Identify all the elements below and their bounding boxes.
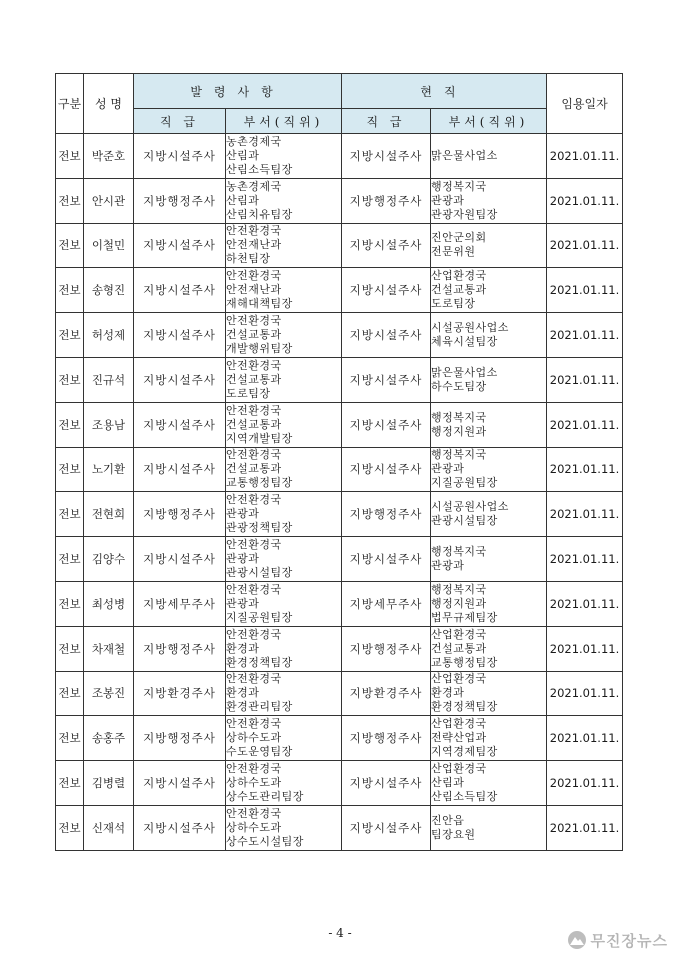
dept-line: 지질공원팀장 bbox=[431, 476, 498, 490]
dept-line: 상하수도과 bbox=[226, 731, 282, 745]
cell-cur-dept bbox=[431, 313, 547, 358]
dept-line: 산림소득팀장 bbox=[431, 790, 498, 804]
dept-line: 안전환경국 bbox=[226, 717, 282, 731]
header-cur-grade: 직 급 bbox=[342, 109, 431, 134]
dept-line: 도로팀장 bbox=[226, 386, 271, 400]
cell-type: 전보 bbox=[56, 626, 84, 671]
dept-line: 안전환경국 bbox=[226, 403, 282, 417]
cell-name: 허성제 bbox=[84, 313, 134, 358]
header-date: 임용일자 bbox=[547, 74, 623, 134]
cell-new-dept bbox=[226, 357, 342, 402]
cell-type: 전보 bbox=[56, 178, 84, 223]
dept-line: 관광과 bbox=[226, 552, 260, 566]
cell-date: 2021.01.11. bbox=[547, 626, 623, 671]
cell-type: 전보 bbox=[56, 537, 84, 582]
cell-name: 전현희 bbox=[84, 492, 134, 537]
cell-cur-grade: 지방시설주사 bbox=[342, 402, 431, 447]
dept-line: 산업환경국 bbox=[431, 269, 487, 283]
cell-new-grade: 지방세무주사 bbox=[134, 581, 226, 626]
cell-name: 박준호 bbox=[84, 134, 134, 179]
dept-line: 행정지원과 bbox=[431, 424, 487, 438]
header-row-2 bbox=[56, 109, 623, 134]
cell-new-grade: 지방행정주사 bbox=[134, 626, 226, 671]
cell-type: 전보 bbox=[56, 581, 84, 626]
dept-line: 농촌경제국 bbox=[226, 179, 282, 193]
cell-cur-grade: 지방시설주사 bbox=[342, 357, 431, 402]
dept-line: 전략산업과 bbox=[431, 731, 487, 745]
dept-line: 산업환경국 bbox=[431, 717, 487, 731]
dept-line: 체육시설팀장 bbox=[431, 335, 498, 349]
header-row-1 bbox=[56, 74, 623, 109]
dept-line: 맑은물사업소 bbox=[431, 148, 498, 162]
cell-date: 2021.01.11. bbox=[547, 805, 623, 850]
cell-name: 김양수 bbox=[84, 537, 134, 582]
header-new-grade: 직 급 bbox=[134, 109, 226, 134]
dept-line: 도로팀장 bbox=[431, 297, 476, 311]
table-row bbox=[56, 492, 623, 537]
dept-line: 산림과 bbox=[226, 193, 260, 207]
dept-line: 팀장요원 bbox=[431, 827, 476, 841]
cell-cur-dept bbox=[431, 805, 547, 850]
dept-line: 안전환경국 bbox=[226, 627, 282, 641]
cell-new-grade: 지방행정주사 bbox=[134, 178, 226, 223]
mountain-logo-icon bbox=[567, 930, 587, 950]
dept-line: 관광과 bbox=[431, 193, 465, 207]
cell-name: 조봉진 bbox=[84, 671, 134, 716]
header-type: 구분 bbox=[56, 74, 84, 134]
table-row bbox=[56, 178, 623, 223]
cell-type: 전보 bbox=[56, 761, 84, 806]
dept-line: 안전재난과 bbox=[226, 238, 282, 252]
cell-date: 2021.01.11. bbox=[547, 178, 623, 223]
dept-line: 상하수도과 bbox=[226, 820, 282, 834]
cell-new-dept bbox=[226, 447, 342, 492]
dept-line: 관광정책팀장 bbox=[226, 521, 293, 535]
cell-new-grade: 지방환경주사 bbox=[134, 671, 226, 716]
dept-line: 건설교통과 bbox=[431, 641, 487, 655]
cell-cur-grade: 지방시설주사 bbox=[342, 761, 431, 806]
cell-cur-grade: 지방행정주사 bbox=[342, 492, 431, 537]
dept-line: 지역경제팀장 bbox=[431, 745, 498, 759]
table-row bbox=[56, 671, 623, 716]
table-row bbox=[56, 357, 623, 402]
cell-date: 2021.01.11. bbox=[547, 761, 623, 806]
dept-line: 진안읍 bbox=[431, 813, 465, 827]
dept-line: 행정복지국 bbox=[431, 448, 487, 462]
cell-date: 2021.01.11. bbox=[547, 223, 623, 268]
cell-cur-grade: 지방환경주사 bbox=[342, 671, 431, 716]
table-row bbox=[56, 268, 623, 313]
dept-line: 행정복지국 bbox=[431, 545, 487, 559]
dept-line: 건설교통과 bbox=[226, 462, 282, 476]
cell-type: 전보 bbox=[56, 805, 84, 850]
cell-new-grade: 지방시설주사 bbox=[134, 402, 226, 447]
dept-line: 재해대책팀장 bbox=[226, 297, 293, 311]
page-number: - 4 - bbox=[328, 926, 352, 940]
table-row bbox=[56, 761, 623, 806]
header-new-dept: 부서(직위) bbox=[226, 109, 342, 134]
cell-name: 최성병 bbox=[84, 581, 134, 626]
cell-cur-grade: 지방세무주사 bbox=[342, 581, 431, 626]
dept-line: 안전재난과 bbox=[226, 283, 282, 297]
dept-line: 행정복지국 bbox=[431, 179, 487, 193]
cell-cur-grade: 지방시설주사 bbox=[342, 537, 431, 582]
dept-line: 지질공원팀장 bbox=[226, 610, 293, 624]
dept-line: 산림치유팀장 bbox=[226, 207, 293, 221]
dept-line: 산업환경국 bbox=[431, 627, 487, 641]
cell-cur-grade: 지방행정주사 bbox=[342, 716, 431, 761]
cell-new-dept bbox=[226, 223, 342, 268]
cell-cur-grade: 지방행정주사 bbox=[342, 626, 431, 671]
dept-line: 지역개발팀장 bbox=[226, 431, 293, 445]
cell-new-dept bbox=[226, 761, 342, 806]
table-row bbox=[56, 716, 623, 761]
cell-cur-grade: 지방시설주사 bbox=[342, 805, 431, 850]
cell-new-dept bbox=[226, 671, 342, 716]
cell-new-grade: 지방시설주사 bbox=[134, 134, 226, 179]
cell-date: 2021.01.11. bbox=[547, 492, 623, 537]
watermark bbox=[520, 927, 668, 953]
table-row bbox=[56, 581, 623, 626]
cell-cur-dept bbox=[431, 537, 547, 582]
dept-line: 산업환경국 bbox=[431, 762, 487, 776]
dept-line: 상수도시설팀장 bbox=[226, 834, 304, 848]
dept-line: 안전환경국 bbox=[226, 806, 282, 820]
cell-date: 2021.01.11. bbox=[547, 357, 623, 402]
cell-type: 전보 bbox=[56, 671, 84, 716]
cell-new-grade: 지방행정주사 bbox=[134, 716, 226, 761]
dept-line: 환경과 bbox=[431, 686, 465, 700]
table-row bbox=[56, 805, 623, 850]
cell-new-grade: 지방시설주사 bbox=[134, 761, 226, 806]
cell-type: 전보 bbox=[56, 357, 84, 402]
dept-line: 행정복지국 bbox=[431, 582, 487, 596]
dept-line: 산림소득팀장 bbox=[226, 162, 293, 176]
cell-date: 2021.01.11. bbox=[547, 581, 623, 626]
cell-new-dept bbox=[226, 313, 342, 358]
dept-line: 농촌경제국 bbox=[226, 134, 282, 148]
cell-type: 전보 bbox=[56, 134, 84, 179]
dept-line: 안전환경국 bbox=[226, 582, 282, 596]
dept-line: 건설교통과 bbox=[226, 328, 282, 342]
cell-date: 2021.01.11. bbox=[547, 268, 623, 313]
dept-line: 시설공원사업소 bbox=[431, 500, 509, 514]
cell-type: 전보 bbox=[56, 268, 84, 313]
table-row bbox=[56, 537, 623, 582]
cell-cur-grade: 지방시설주사 bbox=[342, 134, 431, 179]
dept-line: 안전환경국 bbox=[226, 493, 282, 507]
cell-new-dept bbox=[226, 268, 342, 313]
cell-type: 전보 bbox=[56, 447, 84, 492]
cell-cur-grade: 지방시설주사 bbox=[342, 447, 431, 492]
dept-line: 상수도관리팀장 bbox=[226, 790, 304, 804]
dept-line: 산림과 bbox=[431, 776, 465, 790]
cell-cur-grade: 지방시설주사 bbox=[342, 313, 431, 358]
personnel-table bbox=[55, 73, 623, 851]
cell-new-dept bbox=[226, 178, 342, 223]
dept-line: 건설교통과 bbox=[431, 283, 487, 297]
cell-date: 2021.01.11. bbox=[547, 313, 623, 358]
dept-line: 법무규제팀장 bbox=[431, 610, 498, 624]
cell-cur-grade: 지방시설주사 bbox=[342, 223, 431, 268]
watermark-text: 무진장뉴스 bbox=[590, 931, 668, 950]
cell-new-dept bbox=[226, 716, 342, 761]
cell-cur-dept bbox=[431, 492, 547, 537]
cell-new-grade: 지방시설주사 bbox=[134, 447, 226, 492]
dept-line: 환경과 bbox=[226, 641, 260, 655]
dept-line: 교통행정팀장 bbox=[431, 655, 498, 669]
cell-type: 전보 bbox=[56, 402, 84, 447]
dept-line: 하천팀장 bbox=[226, 252, 271, 266]
dept-line: 관광과 bbox=[226, 596, 260, 610]
dept-line: 관광과 bbox=[431, 462, 465, 476]
cell-cur-dept bbox=[431, 357, 547, 402]
cell-name: 김병렬 bbox=[84, 761, 134, 806]
dept-line: 진안군의회 bbox=[431, 231, 487, 245]
cell-date: 2021.01.11. bbox=[547, 537, 623, 582]
cell-new-grade: 지방시설주사 bbox=[134, 268, 226, 313]
cell-name: 송형진 bbox=[84, 268, 134, 313]
cell-cur-grade: 지방행정주사 bbox=[342, 178, 431, 223]
cell-name: 조용남 bbox=[84, 402, 134, 447]
dept-line: 시설공원사업소 bbox=[431, 321, 509, 335]
dept-line: 관광시설팀장 bbox=[431, 514, 498, 528]
dept-line: 안전환경국 bbox=[226, 269, 282, 283]
cell-new-grade: 지방시설주사 bbox=[134, 313, 226, 358]
cell-cur-dept bbox=[431, 134, 547, 179]
dept-line: 안전환경국 bbox=[226, 448, 282, 462]
cell-name: 차재철 bbox=[84, 626, 134, 671]
cell-cur-dept bbox=[431, 581, 547, 626]
table-row bbox=[56, 313, 623, 358]
dept-line: 관광자원팀장 bbox=[431, 207, 498, 221]
cell-date: 2021.01.11. bbox=[547, 671, 623, 716]
cell-cur-dept bbox=[431, 178, 547, 223]
header-appointment: 발령사항 bbox=[134, 74, 342, 109]
table-row bbox=[56, 402, 623, 447]
cell-type: 전보 bbox=[56, 492, 84, 537]
table-row bbox=[56, 447, 623, 492]
dept-line: 산업환경국 bbox=[431, 672, 487, 686]
cell-cur-dept bbox=[431, 716, 547, 761]
cell-cur-dept bbox=[431, 671, 547, 716]
cell-new-dept bbox=[226, 581, 342, 626]
table-row bbox=[56, 223, 623, 268]
cell-new-grade: 지방시설주사 bbox=[134, 357, 226, 402]
cell-cur-dept bbox=[431, 223, 547, 268]
cell-name: 송홍주 bbox=[84, 716, 134, 761]
dept-line: 안전환경국 bbox=[226, 314, 282, 328]
dept-line: 안전환경국 bbox=[226, 672, 282, 686]
cell-cur-dept bbox=[431, 761, 547, 806]
header-cur-dept: 부서(직위) bbox=[431, 109, 547, 134]
cell-name: 이철민 bbox=[84, 223, 134, 268]
cell-name: 안시관 bbox=[84, 178, 134, 223]
cell-name: 신재석 bbox=[84, 805, 134, 850]
dept-line: 행정복지국 bbox=[431, 410, 487, 424]
dept-line: 건설교통과 bbox=[226, 417, 282, 431]
table-row bbox=[56, 134, 623, 179]
cell-type: 전보 bbox=[56, 223, 84, 268]
dept-line: 산림과 bbox=[226, 148, 260, 162]
dept-line: 전문위원 bbox=[431, 245, 476, 259]
dept-line: 환경정책팀장 bbox=[431, 700, 498, 714]
cell-cur-dept bbox=[431, 447, 547, 492]
cell-date: 2021.01.11. bbox=[547, 447, 623, 492]
cell-cur-grade: 지방시설주사 bbox=[342, 268, 431, 313]
dept-line: 안전환경국 bbox=[226, 538, 282, 552]
cell-new-grade: 지방시설주사 bbox=[134, 805, 226, 850]
dept-line: 환경과 bbox=[226, 686, 260, 700]
dept-line: 관광과 bbox=[226, 507, 260, 521]
cell-cur-dept bbox=[431, 268, 547, 313]
dept-line: 맑은물사업소 bbox=[431, 365, 498, 379]
dept-line: 행정지원과 bbox=[431, 596, 487, 610]
header-current: 현직 bbox=[342, 74, 547, 109]
dept-line: 환경관리팀장 bbox=[226, 700, 293, 714]
cell-new-grade: 지방행정주사 bbox=[134, 492, 226, 537]
dept-line: 개발행위팀장 bbox=[226, 342, 293, 356]
cell-new-dept bbox=[226, 626, 342, 671]
cell-new-dept bbox=[226, 492, 342, 537]
dept-line: 수도운영팀장 bbox=[226, 745, 293, 759]
dept-line: 상하수도과 bbox=[226, 776, 282, 790]
cell-name: 노기환 bbox=[84, 447, 134, 492]
dept-line: 안전환경국 bbox=[226, 224, 282, 238]
cell-cur-dept bbox=[431, 626, 547, 671]
cell-new-grade: 지방시설주사 bbox=[134, 223, 226, 268]
dept-line: 환경정책팀장 bbox=[226, 655, 293, 669]
header-name: 성 명 bbox=[84, 74, 134, 134]
dept-line: 관광과 bbox=[431, 559, 465, 573]
dept-line: 관광시설팀장 bbox=[226, 566, 293, 580]
cell-new-grade: 지방시설주사 bbox=[134, 537, 226, 582]
dept-line: 건설교통과 bbox=[226, 372, 282, 386]
cell-type: 전보 bbox=[56, 313, 84, 358]
dept-line: 하수도팀장 bbox=[431, 379, 487, 393]
cell-date: 2021.01.11. bbox=[547, 134, 623, 179]
table-row bbox=[56, 626, 623, 671]
cell-new-dept bbox=[226, 134, 342, 179]
cell-new-dept bbox=[226, 805, 342, 850]
dept-line: 안전환경국 bbox=[226, 762, 282, 776]
dept-line: 교통행정팀장 bbox=[226, 476, 293, 490]
cell-new-dept bbox=[226, 537, 342, 582]
cell-date: 2021.01.11. bbox=[547, 716, 623, 761]
cell-type: 전보 bbox=[56, 716, 84, 761]
cell-date: 2021.01.11. bbox=[547, 402, 623, 447]
cell-name: 진규석 bbox=[84, 357, 134, 402]
cell-cur-dept bbox=[431, 402, 547, 447]
dept-line: 안전환경국 bbox=[226, 358, 282, 372]
cell-new-dept bbox=[226, 402, 342, 447]
